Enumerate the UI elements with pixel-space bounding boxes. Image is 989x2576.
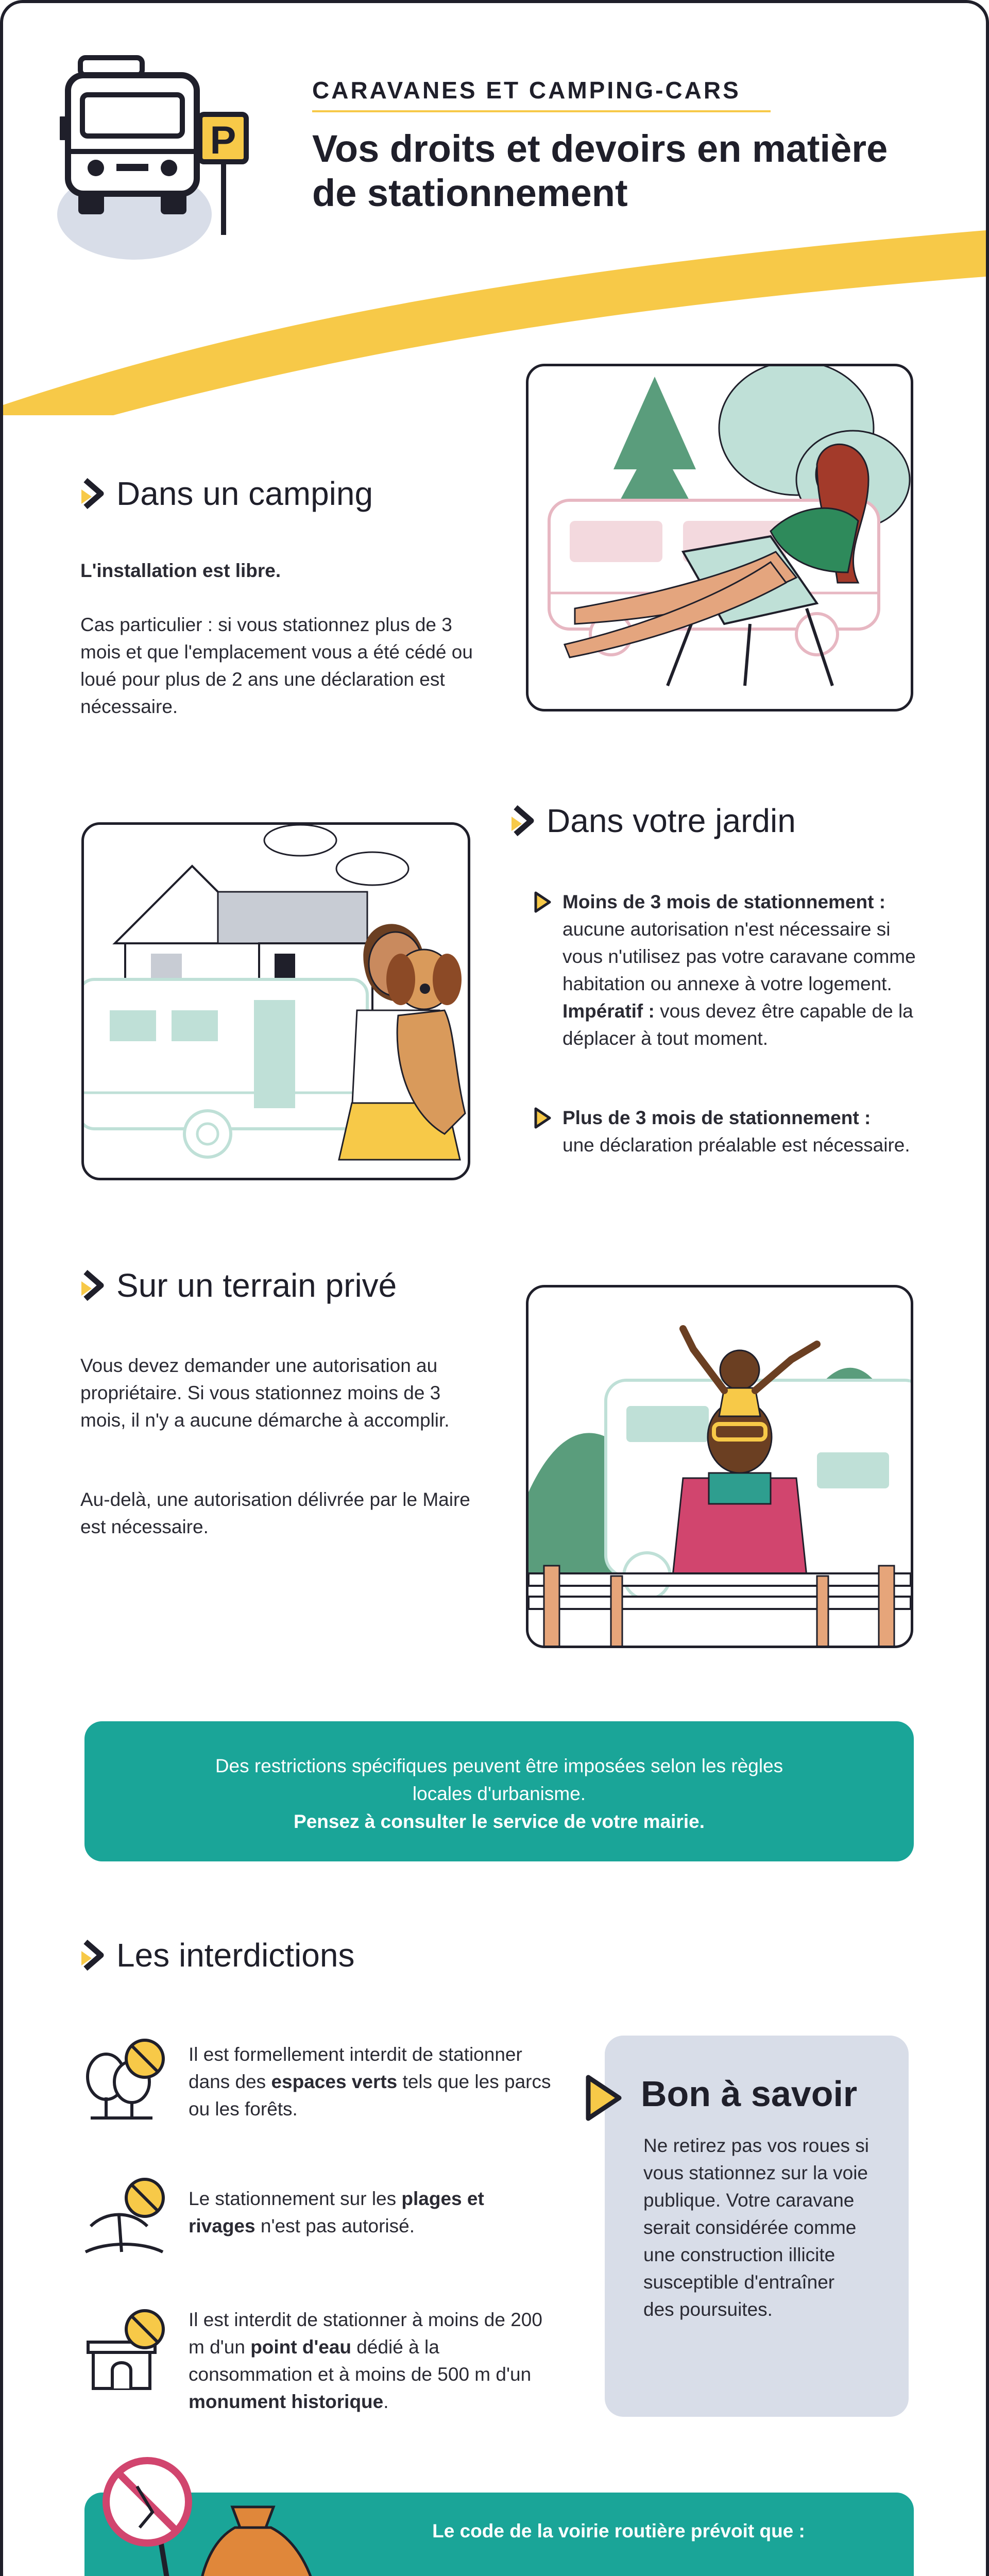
trees-forbidden-icon <box>80 2036 168 2123</box>
camping-lead: L'installation est libre. <box>80 560 281 581</box>
jardin-bullet-long-stay: Plus de 3 mois de stationnement : une déclaration préalable est nécessaire. <box>534 1104 946 1159</box>
camping-text: Cas particulier : si vous stationnez plus de 3 mois et que l'emplacement vous a été cédé ou loué pour plus de 2 ans une déclaration est nécessaire. <box>80 614 473 717</box>
litter-illustration <box>96 2445 343 2576</box>
chevron-right-icon <box>510 804 537 837</box>
jardin-bullet-short-stay: Moins de 3 mois de stationnement : aucune autorisation n'est nécessaire si vous n'utilisez pas votre caravane comme habitation ou annexe à votre logement. Impératif : vous devez être capable de la déplacer à tout moment. <box>534 888 946 1052</box>
terrain-text-1: Vous devez demander une autorisation au propriétaire. Si vous stationnez moins de 3 mois, il n'y a aucune démarche à accomplir. <box>80 1355 450 1431</box>
triangle-tip-icon <box>584 2074 623 2122</box>
urbanism-notice <box>84 1721 914 1861</box>
camper-van-parking-icon <box>60 55 255 235</box>
woman-in-deckchair-image <box>528 366 911 709</box>
road-code-title: Le code de la voirie routière prévoit que : <box>432 2520 805 2541</box>
section-heading-camping: Dans un camping <box>80 474 373 513</box>
triangle-bullet-icon <box>534 1107 551 1129</box>
monument-forbidden-icon <box>80 2306 168 2394</box>
interdiction-beaches: Le stationnement sur les plages et rivages n'est pas autorisé. <box>80 2175 554 2262</box>
chevron-right-icon <box>80 477 107 510</box>
notice-line-2: Pensez à consulter le service de votre mairie. <box>294 1811 705 1832</box>
father-and-child-image <box>528 1287 911 1646</box>
parking-sign-letter: P <box>210 118 236 162</box>
eyebrow-underline <box>312 110 771 112</box>
private-land-illustration <box>526 1285 913 1648</box>
header-eyebrow: CARAVANES ET CAMPING-CARS <box>312 77 741 104</box>
camping-illustration <box>526 364 913 711</box>
triangle-bullet-icon <box>534 891 551 913</box>
notice-line-1: Des restrictions spécifiques peuvent être imposées selon les règles locales d'urbanisme. <box>215 1755 783 1804</box>
chevron-right-icon <box>80 1939 107 1972</box>
section-heading-jardin: Dans votre jardin <box>510 802 796 840</box>
beach-forbidden-icon <box>80 2175 168 2262</box>
tip-text: Ne retirez pas vos roues si vous stationnez sur la voie publique. Votre caravane serait considérée comme une construction illicite susceptible d'entraîner des poursuites. <box>643 2135 869 2320</box>
chevron-right-icon <box>80 1269 107 1302</box>
page-title: Vos droits et devoirs en matière de stationnement <box>312 127 888 214</box>
interdiction-water-monument: Il est interdit de stationner à moins de 200 m d'un point d'eau dédié à la consommation et à moins de 500 m d'un monument historique. <box>80 2306 559 2415</box>
interdiction-green-spaces: Il est formellement interdit de stationner dans des espaces verts tels que les parcs ou les forêts. <box>80 2036 554 2123</box>
section-heading-interdictions: Les interdictions <box>80 1936 354 1974</box>
girl-with-dog-image <box>84 825 468 1178</box>
tip-title: Bon à savoir <box>641 2074 858 2114</box>
section-heading-terrain: Sur un terrain privé <box>80 1266 397 1304</box>
garden-illustration <box>81 822 470 1180</box>
terrain-text-2: Au-delà, une autorisation délivrée par le Maire est nécessaire. <box>80 1489 470 1537</box>
